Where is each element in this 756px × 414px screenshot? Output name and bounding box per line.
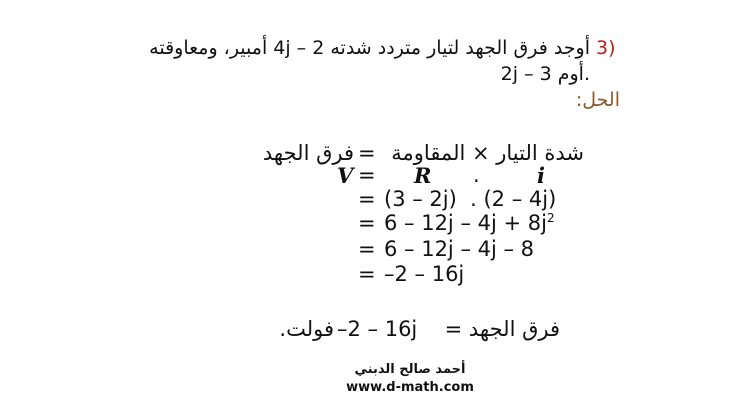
expression-product: (3 – 2j) . (2 – 4j) <box>384 187 557 211</box>
expression-expanded <box>384 211 555 236</box>
formula-text: شدة التيار × المقاومة <box>391 141 584 165</box>
variable-i: i <box>537 163 545 188</box>
equals-sign: = <box>358 262 376 286</box>
result-label: فرق الجهد = <box>444 317 560 341</box>
website-link[interactable]: www.d-math.com <box>346 380 474 395</box>
question-number: 3) <box>596 37 616 59</box>
question-line-1: أوجد فرق الجهد لتيار متردد شدته 4j – 2 أمبير، ومعاوقته <box>149 37 590 59</box>
exponent: 2 <box>546 211 555 225</box>
equals-sign: = <box>358 237 376 261</box>
variable-r: R <box>414 163 432 188</box>
solution-label: الحل: <box>575 89 620 111</box>
multiply-dot: . <box>473 163 480 187</box>
voltage-label: فرق الجهد <box>262 141 354 165</box>
variable-v: V <box>337 163 354 188</box>
author-name: أحمد صالح الدبني <box>354 362 466 377</box>
equals-sign: = <box>358 163 376 187</box>
result-value: –2 – 16j <box>337 317 418 341</box>
equals-sign: = <box>358 141 376 165</box>
expression-expanded-text: 6 – 12j – 4j + 8j <box>384 211 547 235</box>
expression-final: –2 – 16j <box>384 262 465 286</box>
question-line-2: 2j – 3 أوم. <box>500 63 590 85</box>
equals-sign: = <box>358 211 376 235</box>
result-unit: فولت. <box>279 317 334 341</box>
equals-sign: = <box>358 187 376 211</box>
expression-simplified: 6 – 12j – 4j – 8 <box>384 237 535 261</box>
